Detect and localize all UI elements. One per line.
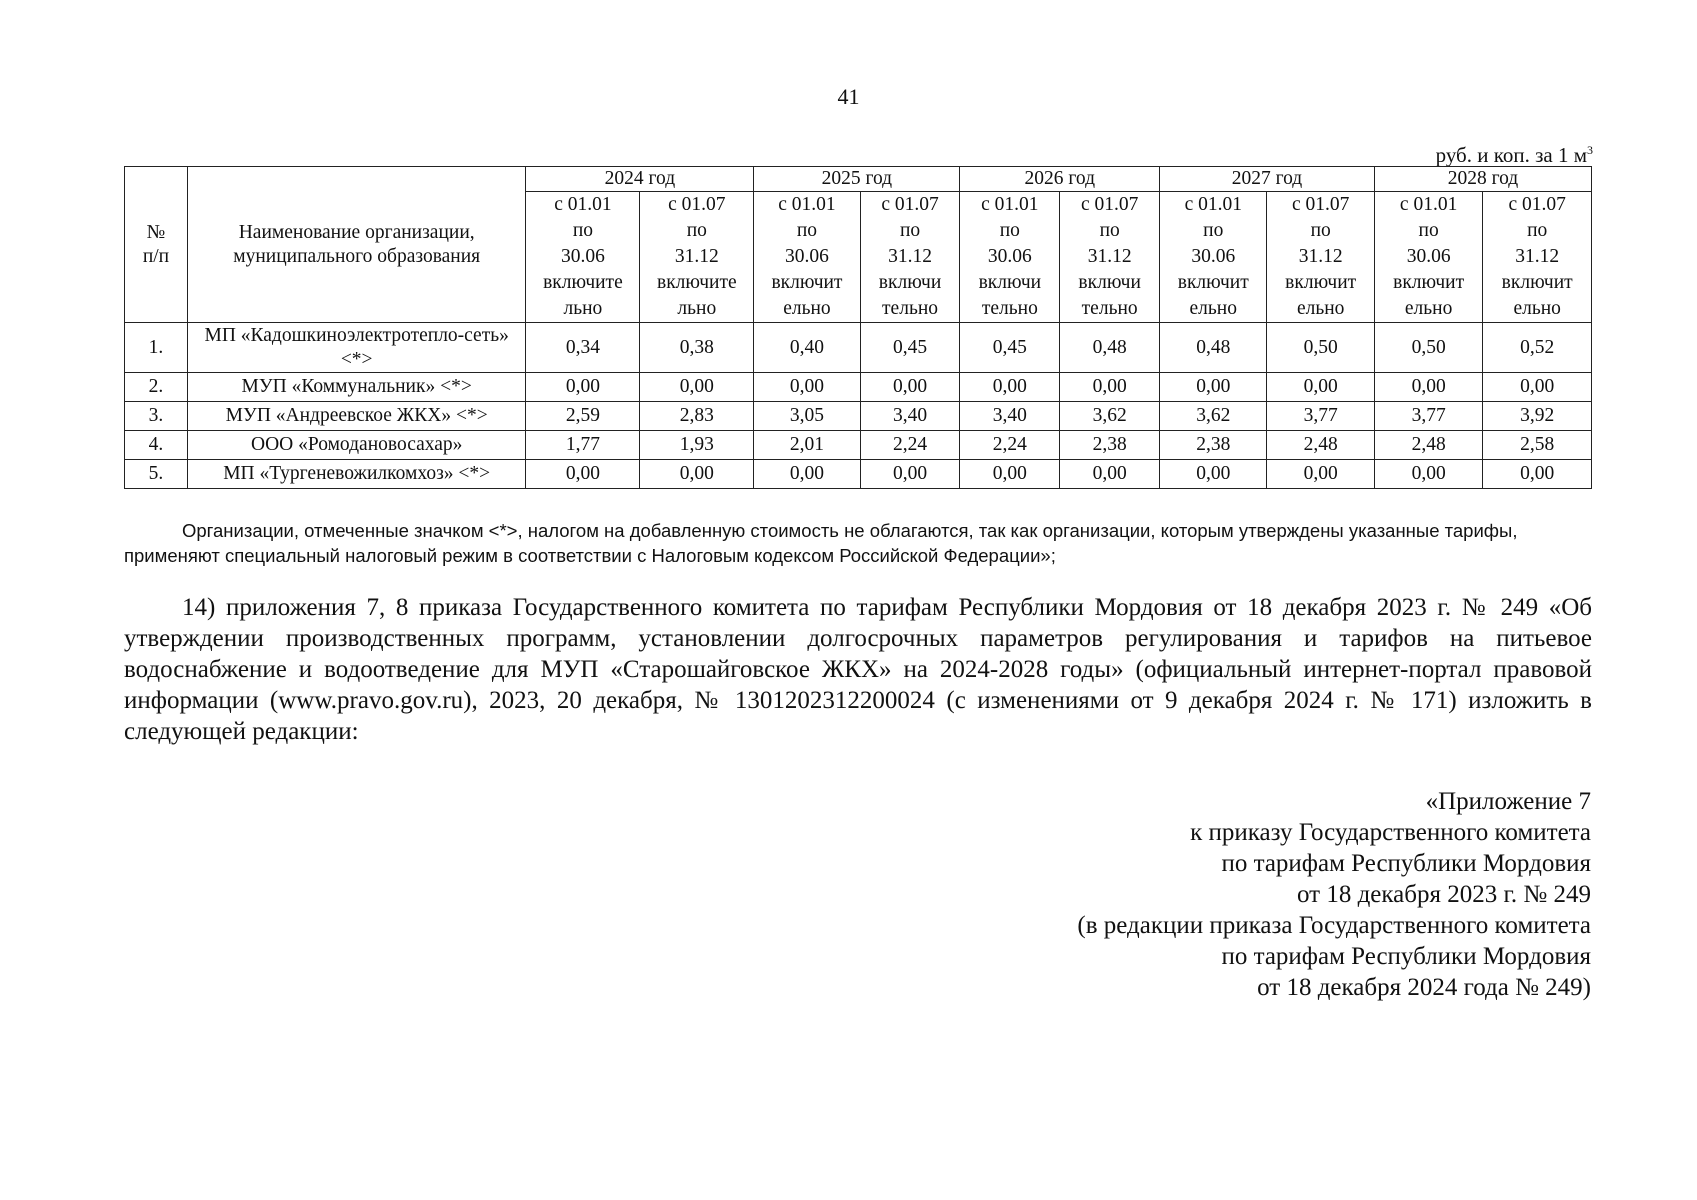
table-row <box>125 402 1592 431</box>
tariff-table <box>124 166 1592 489</box>
tariff-value: 2,38 <box>1060 431 1160 460</box>
tariff-value: 0,00 <box>1060 460 1160 489</box>
period-header-line: с 01.07 <box>881 194 939 215</box>
period-header-line: по <box>1203 220 1224 241</box>
tariff-value: 0,50 <box>1267 323 1374 373</box>
tariff-value: 2,01 <box>754 431 860 460</box>
page-number: 41 <box>837 84 860 109</box>
appendix-line: от 18 декабря 2024 года № 249) <box>1257 974 1591 1001</box>
tariff-value: 3,62 <box>1160 402 1267 431</box>
year-header: 2027 год <box>1160 167 1375 192</box>
period-header-line: включите <box>657 272 737 293</box>
name-header-line: муниципального образования <box>233 245 481 267</box>
tariff-value: 3,62 <box>1060 402 1160 431</box>
tariff-value: 2,48 <box>1374 431 1483 460</box>
organization-name: МУП «Андреевское ЖКХ» <*> <box>187 402 526 431</box>
tariff-value: 0,00 <box>526 460 640 489</box>
period-header-line: 31.12 <box>1298 246 1343 267</box>
period-header-line: по <box>999 220 1020 241</box>
table-row <box>125 431 1592 460</box>
period-header-line: тельно <box>1081 298 1138 319</box>
tariff-value: 0,45 <box>960 323 1060 373</box>
period-header-line: по <box>899 220 921 241</box>
year-header: 2028 год <box>1374 167 1591 192</box>
tariff-value: 0,00 <box>1374 373 1483 402</box>
period-header-line: 31.12 <box>1087 246 1132 267</box>
period-header-line: включит <box>1285 272 1357 293</box>
period-header-line: по <box>1310 220 1331 241</box>
units-label <box>1436 143 1593 168</box>
organization-name: МП «Кадошкиноэлектротепло-сеть» <*> <box>187 323 526 373</box>
tariff-value: 0,00 <box>640 460 754 489</box>
period-header-line: 30.06 <box>785 246 829 267</box>
period-header-line: ельно <box>1513 298 1561 319</box>
period-header-line: с 01.01 <box>778 194 836 215</box>
year-header: 2024 год <box>526 167 754 192</box>
tariff-value: 0,00 <box>960 373 1060 402</box>
period-header-line: по <box>796 220 818 241</box>
period-header-line: включит <box>1177 272 1249 293</box>
tariff-value: 0,00 <box>1374 460 1483 489</box>
period-header <box>754 192 860 323</box>
tariff-value: 0,45 <box>860 323 960 373</box>
tariff-value: 0,48 <box>1060 323 1160 373</box>
table-row <box>125 323 1592 373</box>
tariff-value: 0,38 <box>640 323 754 373</box>
appendix-line: «Приложение 7 <box>1425 788 1591 815</box>
tariff-value: 0,34 <box>526 323 640 373</box>
units-text: руб. и коп. за 1 м <box>1435 143 1587 167</box>
row-number: 3. <box>125 402 188 431</box>
tariff-value: 2,83 <box>640 402 754 431</box>
organization-name: МУП «Коммунальник» <*> <box>187 373 526 402</box>
period-header-line: по <box>1418 220 1439 241</box>
tariff-value: 1,77 <box>526 431 640 460</box>
appendix-line: от 18 декабря 2023 г. № 249 <box>1296 881 1591 908</box>
tariff-value: 3,77 <box>1267 402 1374 431</box>
tariff-value: 2,48 <box>1267 431 1374 460</box>
period-header-line: с 01.01 <box>981 194 1039 215</box>
period-header-line: с 01.07 <box>668 194 726 215</box>
tariff-value: 0,00 <box>640 373 754 402</box>
period-header-line: ельно <box>1296 298 1345 319</box>
tariff-value: 3,40 <box>960 402 1060 431</box>
tariff-value: 0,00 <box>1060 373 1160 402</box>
period-header-line: 31.12 <box>888 246 932 267</box>
period-header-line: с 01.01 <box>554 194 612 215</box>
period-header-line: 30.06 <box>987 246 1032 267</box>
num-column-header <box>125 167 188 323</box>
period-header <box>1374 192 1483 323</box>
period-header-line: с 01.01 <box>1184 194 1242 215</box>
period-header-line: включи <box>978 272 1042 293</box>
row-number: 1. <box>125 323 188 373</box>
tariff-value: 0,00 <box>860 373 960 402</box>
period-header-line: с 01.07 <box>1080 194 1139 215</box>
name-column-header <box>187 167 526 323</box>
name-header-line: Наименование организации, <box>238 221 475 243</box>
tariff-value: 0,00 <box>1267 373 1374 402</box>
period-header-line: льно <box>677 298 717 319</box>
period-header-line: ельно <box>1189 298 1237 319</box>
tariff-value: 0,00 <box>754 373 860 402</box>
tariff-value: 2,24 <box>960 431 1060 460</box>
period-header <box>526 192 640 323</box>
period-header <box>1160 192 1267 323</box>
period-header-line: по <box>572 220 593 241</box>
tariff-value: 0,00 <box>1483 373 1592 402</box>
num-header-line: п/п <box>142 245 170 267</box>
year-header: 2025 год <box>754 167 960 192</box>
paragraph-14: 14) приложения 7, 8 приказа Государственного комитета по тарифам Республики Мордовия от 18 декабря 2023 г. № 249 «Об утверждении производственных программ, установлении долгосрочных параметров регулирования и тарифов на питьевое водоснабжение и водоотведение для МУП «Старошайговское ЖКХ» на 2024-2028 годы» (официальный интернет-портал правовой информации (www.pravo.gov.ru), 2023, 20 декабря, № 1301202312200024 (с изменениями от 9 декабря 2024 г. № 171) изложить в следующей редакции: <box>124 594 1592 745</box>
period-header-line: по <box>1099 220 1120 241</box>
period-header <box>640 192 754 323</box>
period-header-line: ельно <box>783 298 831 319</box>
period-header-line: включи <box>1078 272 1141 293</box>
period-header-line: с 01.07 <box>1291 194 1350 215</box>
period-header-line: 30.06 <box>1406 246 1451 267</box>
row-number: 5. <box>125 460 188 489</box>
year-header: 2026 год <box>960 167 1160 192</box>
appendix-heading <box>1077 786 1591 1003</box>
period-header-line: по <box>686 220 707 241</box>
units-superscript: 3 <box>1587 143 1593 157</box>
period-header-line: 30.06 <box>1191 246 1236 267</box>
organization-name: ООО «Ромодановосахар» <box>187 431 526 460</box>
tariff-value: 2,59 <box>526 402 640 431</box>
tariff-value: 0,00 <box>526 373 640 402</box>
period-header <box>860 192 960 323</box>
tariff-value: 0,00 <box>1483 460 1592 489</box>
period-header <box>960 192 1060 323</box>
footnote: Организации, отмеченные значком <*>, налогом на добавленную стоимость не облагаются, так как организации, которым утверждены указанные тарифы, применяют специальный налоговый режим в соответствии с Налоговым кодексом Российской Федерации»; <box>124 520 1518 566</box>
period-header <box>1060 192 1160 323</box>
period-header-line: по <box>1527 220 1548 241</box>
tariff-value: 3,92 <box>1483 402 1592 431</box>
period-header-line: включит <box>1501 272 1573 293</box>
appendix-line: по тарифам Республики Мордовия <box>1221 850 1591 877</box>
period-header-line: с 01.01 <box>1399 194 1458 215</box>
table-body <box>125 323 1592 489</box>
period-header-line: тельно <box>882 298 939 319</box>
tariff-value: 3,40 <box>860 402 960 431</box>
period-header-line: льно <box>563 298 603 319</box>
tariff-value: 0,00 <box>1160 460 1267 489</box>
num-header-line: № <box>146 221 166 243</box>
tariff-value: 2,38 <box>1160 431 1267 460</box>
year-header-row <box>125 167 1592 192</box>
period-header-line: включит <box>771 272 843 293</box>
table-row <box>125 373 1592 402</box>
tariff-value: 0,00 <box>860 460 960 489</box>
tariff-value: 0,50 <box>1374 323 1483 373</box>
period-header-line: включите <box>543 272 623 293</box>
organization-name: МП «Тургеневожилкомхоз» <*> <box>187 460 526 489</box>
row-number: 2. <box>125 373 188 402</box>
tariff-value: 0,00 <box>1267 460 1374 489</box>
table-row <box>125 460 1592 489</box>
tariff-value: 1,93 <box>640 431 754 460</box>
row-number: 4. <box>125 431 188 460</box>
tariff-value: 0,40 <box>754 323 860 373</box>
appendix-line: (в редакции приказа Государственного комитета <box>1077 912 1591 939</box>
tariff-value: 0,00 <box>960 460 1060 489</box>
period-header-line: 31.12 <box>674 246 719 267</box>
tariff-value: 0,00 <box>754 460 860 489</box>
period-header <box>1483 192 1592 323</box>
tariff-value: 0,48 <box>1160 323 1267 373</box>
period-header <box>1267 192 1374 323</box>
period-header-line: включит <box>1393 272 1465 293</box>
period-header-line: 30.06 <box>560 246 605 267</box>
period-header-line: ельно <box>1404 298 1453 319</box>
appendix-line: по тарифам Республики Мордовия <box>1221 943 1591 970</box>
period-header-line: включи <box>878 272 942 293</box>
appendix-line: к приказу Государственного комитета <box>1190 819 1591 846</box>
tariff-value: 3,77 <box>1374 402 1483 431</box>
tariff-value: 0,00 <box>1160 373 1267 402</box>
tariff-value: 2,24 <box>860 431 960 460</box>
tariff-value: 2,58 <box>1483 431 1592 460</box>
tariff-value: 3,05 <box>754 402 860 431</box>
tariff-value: 0,52 <box>1483 323 1592 373</box>
period-header-line: тельно <box>981 298 1038 319</box>
period-header-line: с 01.07 <box>1508 194 1566 215</box>
period-header-line: 31.12 <box>1515 246 1560 267</box>
